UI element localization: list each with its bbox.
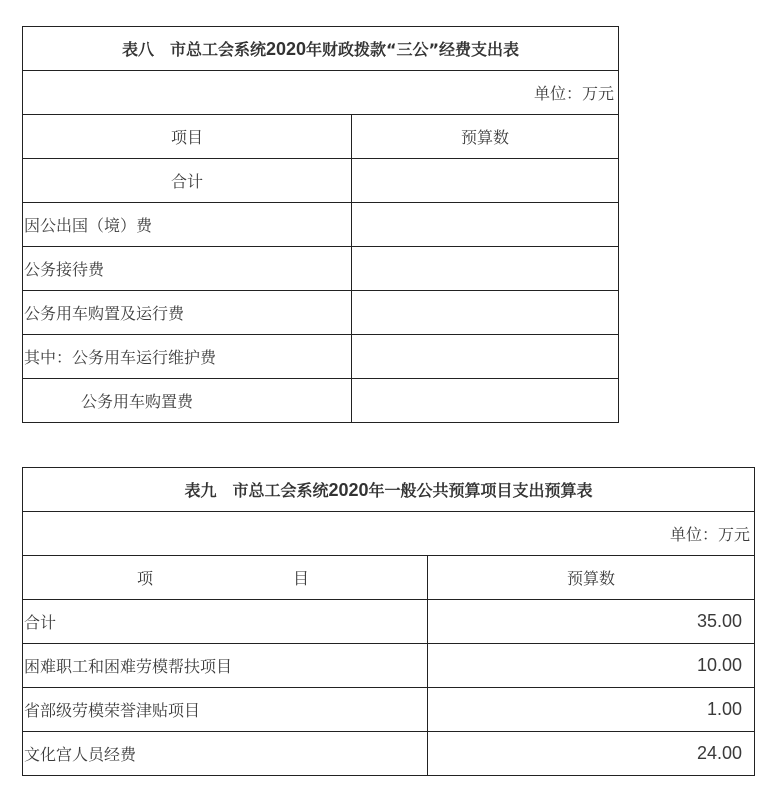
row-item: 其中：公务用车运行维护费 [23,335,352,379]
row-item: 公务用车购置费 [23,379,352,423]
table-row [23,159,619,203]
table-title: 表九 市总工会系统2020年一般公共预算项目支出预算表 [23,468,755,512]
row-value: 10.00 [428,644,755,688]
unit-label: 单位：万元 [23,71,619,115]
row-item: 因公出国（境）费 [23,203,352,247]
table-row [23,247,619,291]
unit-row [23,512,755,556]
table-row [23,732,755,776]
row-item: 合计 [23,159,352,203]
row-value [352,335,619,379]
header-row [23,556,755,600]
header-value: 预算数 [428,556,755,600]
row-value: 35.00 [428,600,755,644]
header-item: 项 目 [23,556,428,600]
table-8-three-public-expenses [22,26,619,423]
table-row [23,335,619,379]
row-value [352,159,619,203]
row-value: 24.00 [428,732,755,776]
table-row [23,291,619,335]
unit-label: 单位：万元 [23,512,755,556]
row-item: 合计 [23,600,428,644]
row-item: 困难职工和困难劳模帮扶项目 [23,644,428,688]
table-row [23,688,755,732]
row-value [352,379,619,423]
table-row [23,379,619,423]
row-item: 文化宫人员经费 [23,732,428,776]
header-row [23,115,619,159]
row-value [352,203,619,247]
table-title-row [23,468,755,512]
table-title-row [23,27,619,71]
unit-row [23,71,619,115]
table-row [23,644,755,688]
row-value [352,291,619,335]
row-item: 省部级劳模荣誉津贴项目 [23,688,428,732]
table-row [23,600,755,644]
row-value: 1.00 [428,688,755,732]
table-row [23,203,619,247]
row-item: 公务接待费 [23,247,352,291]
table-9-project-expenditure [22,467,755,776]
header-item: 项目 [23,115,352,159]
header-value: 预算数 [352,115,619,159]
row-value [352,247,619,291]
table-title: 表八 市总工会系统2020年财政拨款“三公”经费支出表 [23,27,619,71]
row-item: 公务用车购置及运行费 [23,291,352,335]
